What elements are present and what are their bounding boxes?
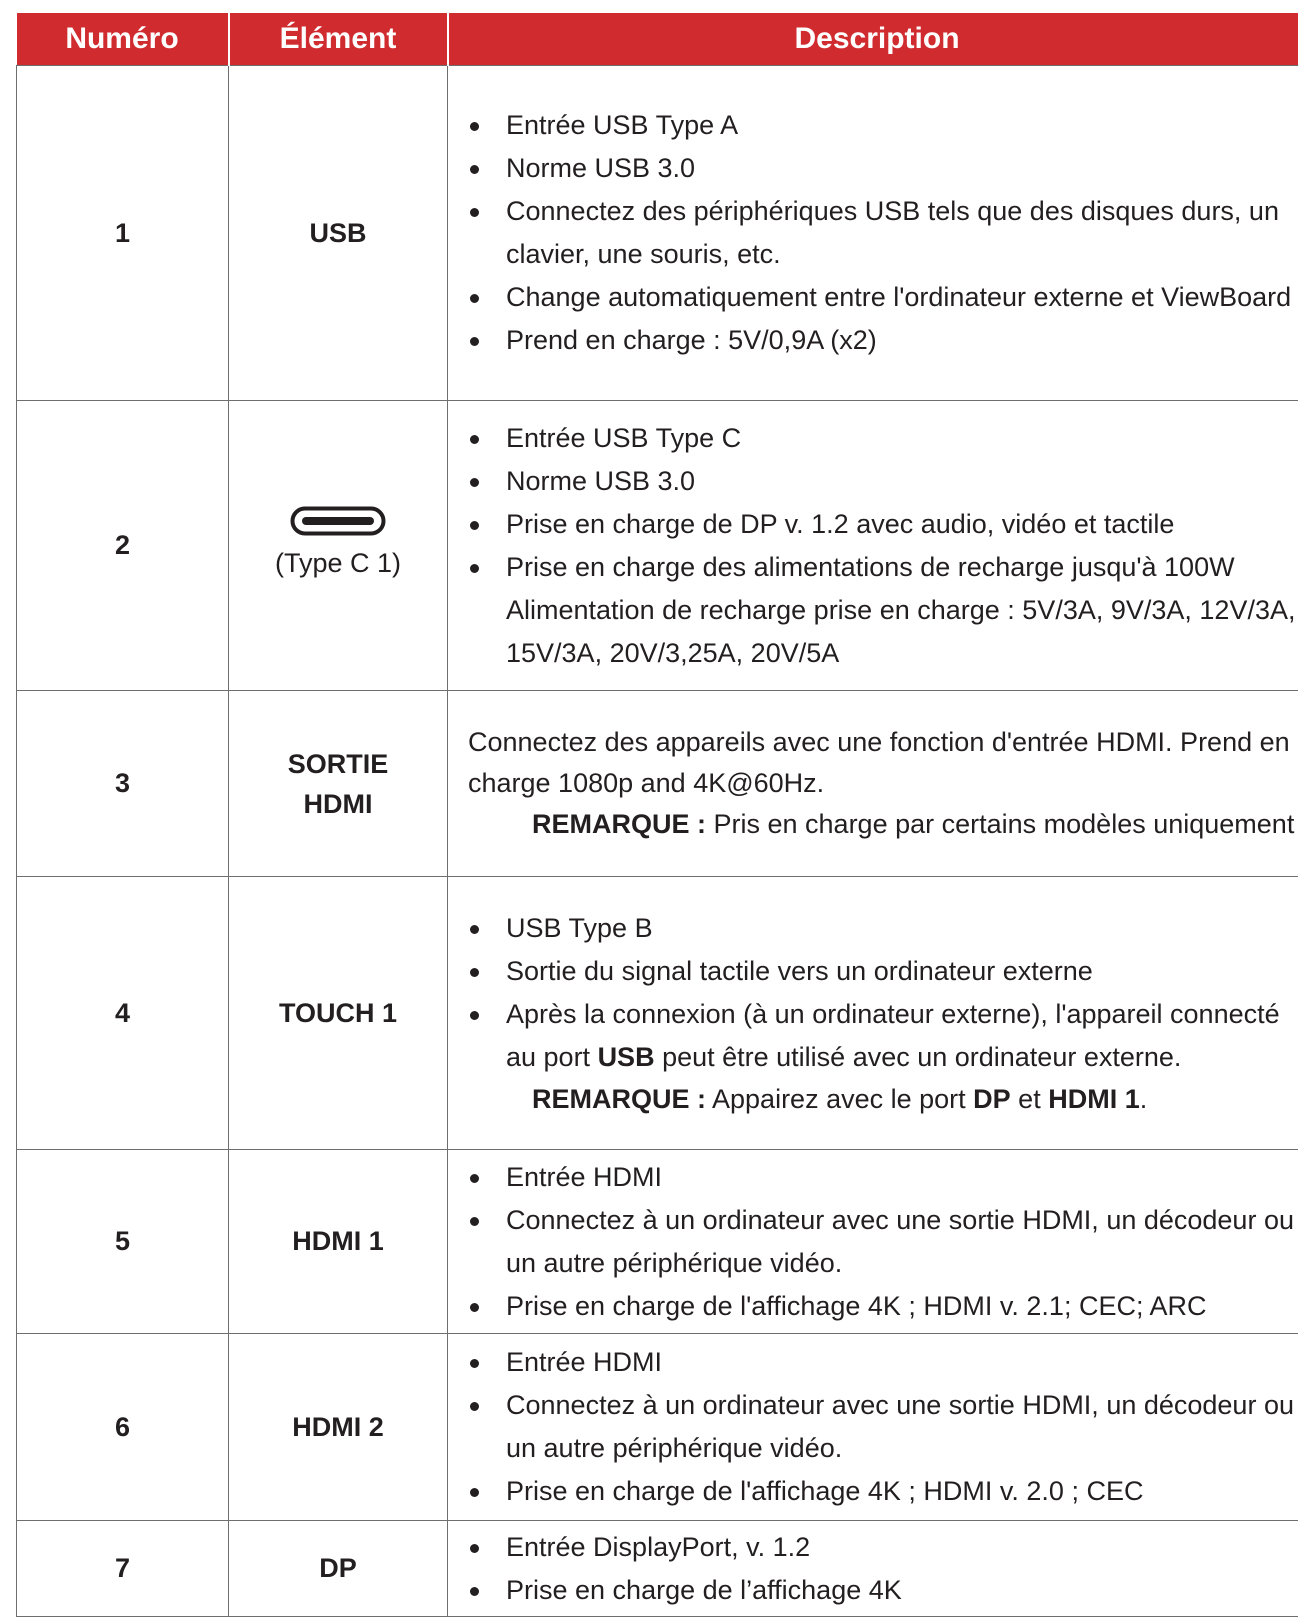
note-text: .: [1139, 1083, 1148, 1114]
table-row: [17, 66, 1298, 401]
list-item: Connectez des périphériques USB tels que des disques durs, un clavier, une souris, etc.: [468, 190, 1298, 276]
table-row: [17, 691, 1298, 877]
list-item: Prise en charge de l’affichage 4K: [468, 1569, 1298, 1612]
row-description: [448, 691, 1298, 877]
row-number: 7: [17, 1521, 229, 1617]
ports-table: [16, 13, 1298, 1617]
row-element: HDMI 1: [229, 1150, 448, 1334]
list-item: [468, 993, 1298, 1079]
row-description: [448, 401, 1298, 691]
list-item: Prise en charge de l'affichage 4K ; HDMI v. 2.1; CEC; ARC: [468, 1285, 1298, 1328]
usb-type-c-icon: [290, 506, 386, 536]
description-list: [468, 104, 1298, 362]
row-description: [448, 66, 1298, 401]
row-element: HDMI 2: [229, 1334, 448, 1521]
list-item: USB Type B: [468, 907, 1298, 950]
list-item: Norme USB 3.0: [468, 460, 1298, 503]
list-item: Prend en charge : 5V/0,9A (x2): [468, 319, 1298, 362]
description-list: [468, 1156, 1298, 1328]
row-description: [448, 1521, 1298, 1617]
element-subtitle: (Type C 1): [274, 548, 402, 578]
description-list: [468, 1526, 1298, 1612]
header-number: Numéro: [17, 13, 229, 66]
note-bold-hdmi: HDMI 1: [1048, 1083, 1140, 1114]
table-row: [17, 401, 1298, 691]
row-element: [229, 691, 448, 877]
list-item: Sortie du signal tactile vers un ordinateur externe: [468, 950, 1298, 993]
row-number: 4: [17, 877, 229, 1150]
list-item: Norme USB 3.0: [468, 147, 1298, 190]
note-text: et: [1010, 1083, 1049, 1114]
row-number: 5: [17, 1150, 229, 1334]
row-element: [229, 401, 448, 691]
note-bold-dp: DP: [973, 1083, 1011, 1114]
list-item: Entrée HDMI: [468, 1156, 1298, 1199]
row-description: [448, 877, 1298, 1150]
row-element: TOUCH 1: [229, 877, 448, 1150]
description-paragraph: Connectez des appareils avec une fonction d'entrée HDMI. Prend en charge 1080p and 4K@60Hz.: [468, 727, 1290, 798]
row-element: USB: [229, 66, 448, 401]
text-bold: USB: [597, 1041, 655, 1072]
element-line: HDMI: [303, 788, 373, 819]
row-number: 1: [17, 66, 229, 401]
note-text: Appairez avec le port: [706, 1083, 974, 1114]
list-item: Entrée HDMI: [468, 1341, 1298, 1384]
list-item: Connectez à un ordinateur avec une sortie HDMI, un décodeur ou un autre périphérique vidéo.: [468, 1199, 1298, 1285]
table-row: [17, 877, 1298, 1150]
table-header: [17, 13, 1298, 66]
note: [468, 804, 1298, 845]
row-description: [448, 1150, 1298, 1334]
note-label: REMARQUE :: [532, 809, 706, 839]
note: [468, 1079, 1298, 1120]
list-item: Connectez à un ordinateur avec une sortie HDMI, un décodeur ou un autre périphérique vidéo.: [468, 1384, 1298, 1470]
table-row: [17, 1150, 1298, 1334]
header-element: Élément: [229, 13, 448, 66]
table-row: [17, 1334, 1298, 1521]
list-item: Entrée DisplayPort, v. 1.2: [468, 1526, 1298, 1569]
list-item: Entrée USB Type A: [468, 104, 1298, 147]
list-item: Change automatiquement entre l'ordinateur externe et ViewBoard: [468, 276, 1298, 319]
row-number: 6: [17, 1334, 229, 1521]
description-list: [468, 907, 1298, 1079]
row-number: 2: [17, 401, 229, 691]
text-run: peut être utilisé avec un ordinateur externe.: [654, 1041, 1182, 1072]
row-element: DP: [229, 1521, 448, 1617]
description-list: [468, 1341, 1298, 1513]
list-item: Prise en charge des alimentations de recharge jusqu'à 100W Alimentation de recharge prise en charge : 5V/3A, 9V/3A, 12V/3A, 15V/3A, 20V/3,25A, 20V/5A: [468, 546, 1298, 675]
list-item: Entrée USB Type C: [468, 417, 1298, 460]
row-description: [448, 1334, 1298, 1521]
description-list: [468, 417, 1298, 675]
element-line: SORTIE: [287, 748, 389, 779]
list-item: Prise en charge de DP v. 1.2 avec audio, vidéo et tactile: [468, 503, 1298, 546]
note-label: REMARQUE :: [532, 1083, 706, 1114]
note-text: Pris en charge par certains modèles uniquement: [706, 809, 1295, 839]
list-item: Prise en charge de l'affichage 4K ; HDMI v. 2.0 ; CEC: [468, 1470, 1298, 1513]
row-number: 3: [17, 691, 229, 877]
text-run: Après la connexion (à un ordinateur externe), l'appareil connecté au port: [506, 998, 1280, 1072]
header-description: Description: [448, 13, 1298, 66]
table-row: [17, 1521, 1298, 1617]
